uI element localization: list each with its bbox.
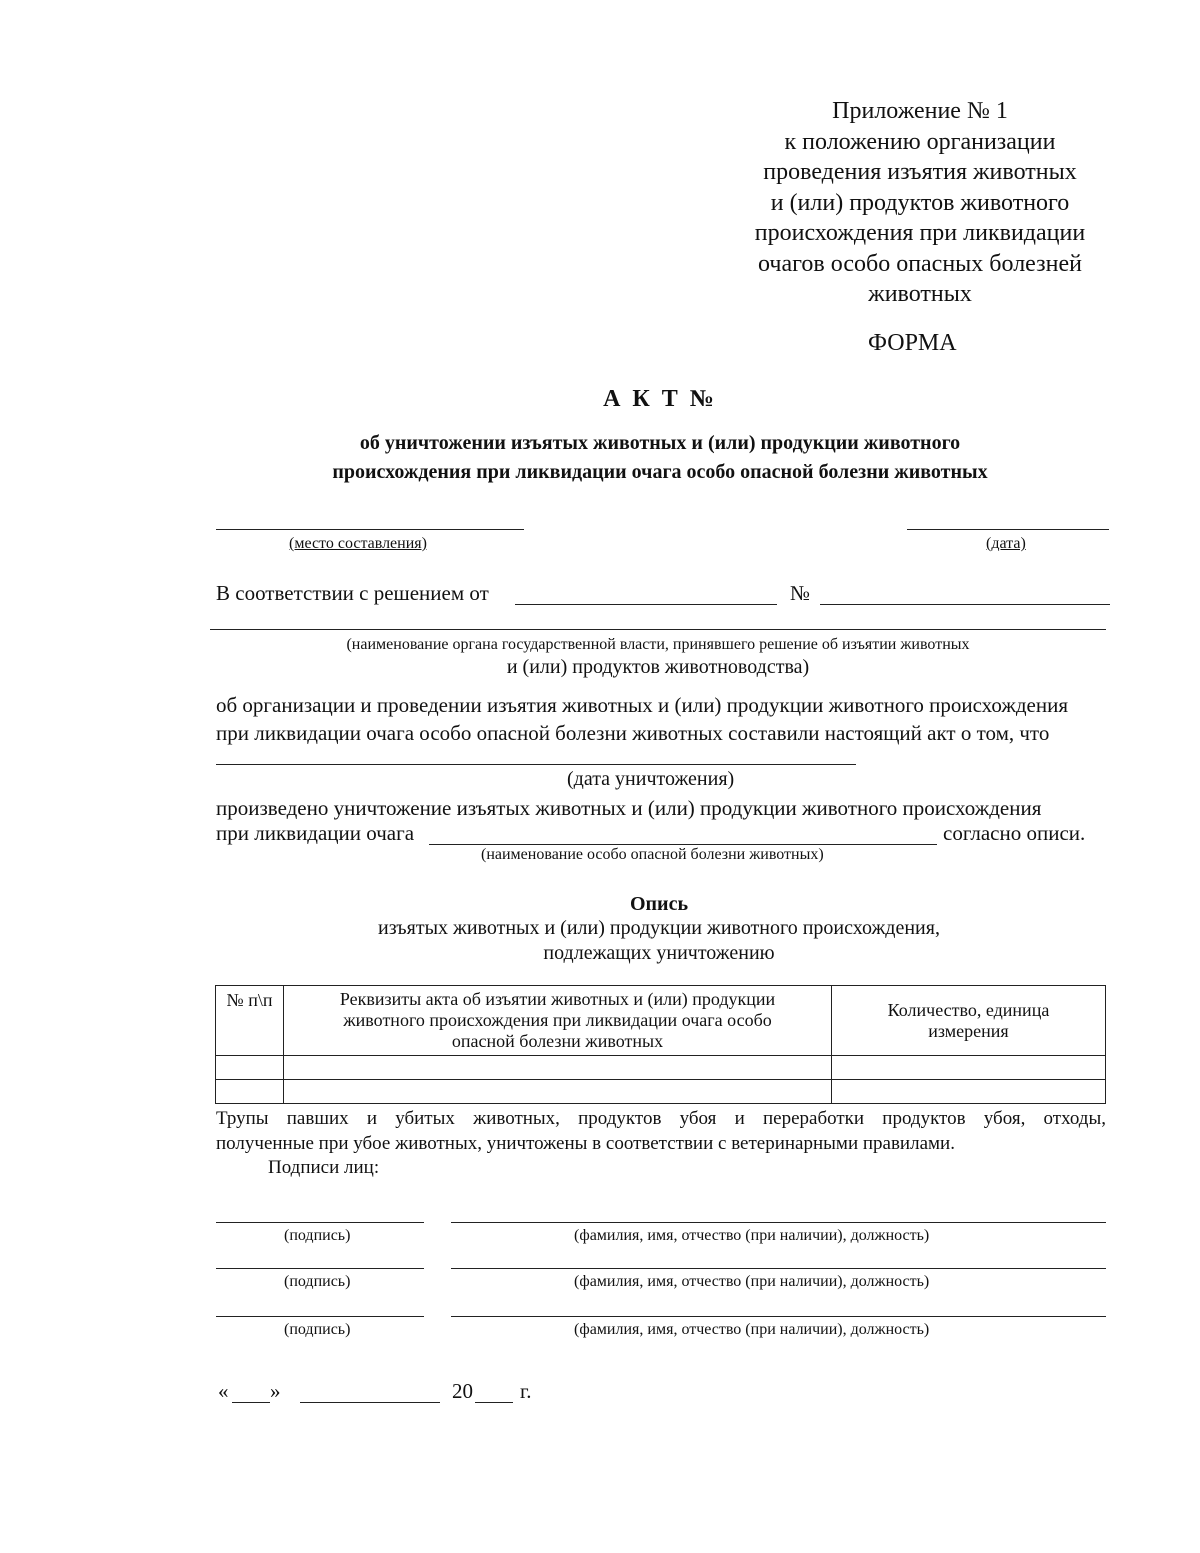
subtitle-line: происхождения при ликвидации очага особо опасной болезни животных (332, 461, 988, 483)
act-title: А К Т № (603, 386, 717, 412)
decision-date-line[interactable] (515, 604, 777, 605)
decision-number-line[interactable] (820, 604, 1110, 605)
paragraph-line: об организации и проведении изъятия животных и (или) продукции животного происхождения (216, 693, 1069, 717)
place-line[interactable] (216, 529, 524, 530)
signature-line[interactable] (216, 1316, 424, 1317)
disease-line[interactable] (429, 844, 937, 845)
name-line[interactable] (451, 1268, 1106, 1269)
table-cell[interactable] (284, 1056, 832, 1080)
signature-caption: (подпись) (284, 1273, 351, 1290)
table-row[interactable] (216, 1056, 1106, 1080)
paragraph-2-line1: произведено уничтожение изъятых животных и (или) продукции животного происхождения (216, 796, 1042, 820)
col-quantity-header (832, 986, 1106, 1056)
decision-prefix: В соответствии с решением от (216, 581, 489, 605)
year-line[interactable] (475, 1402, 513, 1403)
appendix-block (700, 96, 1140, 310)
paragraph-3-line1: Трупы павших и убитых животных, продуктов убоя и переработки продуктов убоя, отходы, (216, 1108, 1106, 1129)
name-caption: (фамилия, имя, отчество (при наличии), должность) (574, 1227, 930, 1244)
act-subtitle (210, 429, 1110, 487)
destruction-date-line[interactable] (216, 764, 856, 765)
signature-line[interactable] (216, 1268, 424, 1269)
place-label: (место составления) (289, 535, 427, 552)
inventory-heading: Опись (629, 893, 689, 915)
inventory-table (215, 985, 1106, 1104)
authority-caption-1: (наименование органа государственной власти, принявшего решение об изъятии животных (346, 636, 970, 653)
appendix-line: и (или) продуктов животного (770, 189, 1070, 216)
date-close-quote: » (270, 1379, 281, 1403)
authority-line[interactable] (210, 629, 1106, 630)
paragraph-line: при ликвидации очага особо опасной болезни животных составили настоящий акт о том, что (216, 721, 1050, 745)
form-label: ФОРМА (868, 330, 957, 356)
date-open-quote: « (218, 1379, 229, 1403)
name-line[interactable] (451, 1222, 1106, 1223)
table-cell[interactable] (832, 1080, 1106, 1104)
appendix-line: происхождения при ликвидации (754, 220, 1086, 246)
appendix-line: Приложение № 1 (832, 98, 1008, 124)
paragraph-3-line2: полученные при убое животных, уничтожены в соответствии с ветеринарными правилами. (216, 1133, 955, 1154)
paragraph-2-prefix: при ликвидации очага (216, 821, 415, 845)
inventory-sub-1: изъятых животных и (или) продукции животного происхождения, (378, 917, 940, 939)
year-suffix: г. (520, 1379, 532, 1403)
appendix-line: животных (868, 281, 972, 307)
signature-line[interactable] (216, 1222, 424, 1223)
name-line[interactable] (451, 1316, 1106, 1317)
destruction-date-label: (дата уничтожения) (567, 768, 735, 790)
subtitle-line: об уничтожении изъятых животных и (или) продукции животного (359, 432, 961, 454)
header-text: измерения (928, 1020, 1009, 1041)
date-label: (дата) (986, 535, 1026, 552)
paragraph-2-suffix: согласно описи. (943, 821, 1086, 845)
year-prefix: 20 (452, 1379, 473, 1403)
appendix-line: проведения изъятия животных (763, 159, 1077, 185)
name-caption: (фамилия, имя, отчество (при наличии), должность) (574, 1273, 930, 1290)
table-cell[interactable] (284, 1080, 832, 1104)
col-number-header: № п\п (216, 986, 284, 1056)
header-text: опасной болезни животных (451, 1031, 664, 1051)
authority-caption-2: и (или) продуктов животноводства) (506, 656, 810, 678)
day-line[interactable] (232, 1402, 270, 1403)
date-line[interactable] (907, 529, 1109, 530)
table-cell[interactable] (216, 1080, 284, 1104)
appendix-line: очагов особо опасных болезней (758, 250, 1082, 277)
disease-caption: (наименование особо опасной болезни животных) (481, 846, 824, 863)
table-row[interactable] (216, 1080, 1106, 1104)
table-header-row (216, 986, 1106, 1056)
signature-caption: (подпись) (284, 1321, 351, 1338)
appendix-line: к положению организации (784, 128, 1056, 155)
signatures-label: Подписи лиц: (268, 1157, 380, 1178)
month-line[interactable] (300, 1402, 440, 1403)
header-text: Реквизиты акта об изъятии животных и (или) продукции (339, 989, 776, 1009)
inventory-sub-2: подлежащих уничтожению (543, 942, 775, 964)
table-cell[interactable] (832, 1056, 1106, 1080)
paragraph-1 (216, 691, 1106, 747)
number-sign: № (790, 581, 811, 605)
signature-caption: (подпись) (284, 1227, 351, 1244)
header-text: животного происхождения при ликвидации очага особо (343, 1010, 772, 1030)
header-text: Количество, единица (887, 999, 1050, 1020)
name-caption: (фамилия, имя, отчество (при наличии), должность) (574, 1321, 930, 1338)
col-details-header (284, 986, 832, 1056)
table-cell[interactable] (216, 1056, 284, 1080)
